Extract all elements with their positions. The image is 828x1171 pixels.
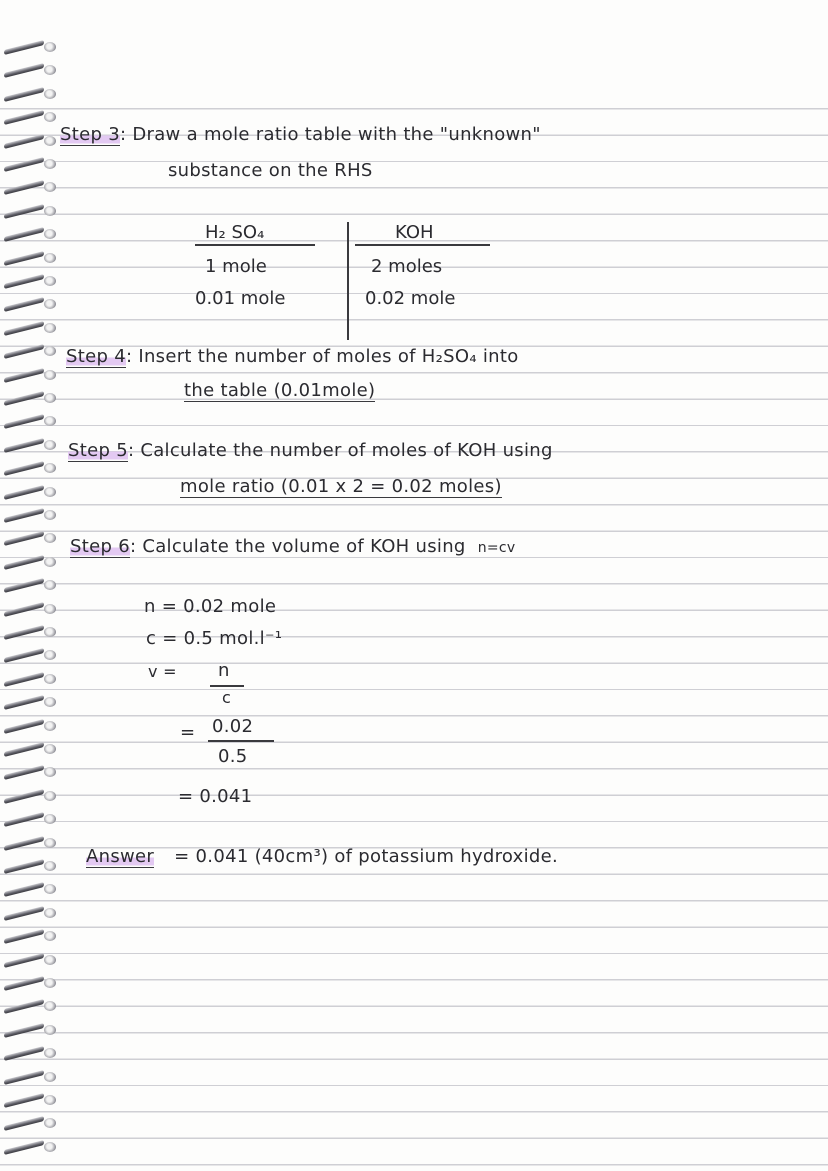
spiral-coil [4, 1093, 58, 1107]
calc-v-den: c [222, 688, 232, 707]
spiral-coil [4, 672, 58, 686]
spiral-coil [4, 625, 58, 639]
spiral-coil [4, 906, 58, 920]
spiral-coil [4, 742, 58, 756]
spiral-coil [4, 531, 58, 545]
spiral-coil [4, 391, 58, 405]
calc-result: = 0.041 [178, 786, 253, 807]
spiral-coil [4, 929, 58, 943]
spiral-coil [4, 836, 58, 850]
spiral-coil [4, 227, 58, 241]
spiral-coil [4, 414, 58, 428]
step4-label: Step 4 [66, 346, 126, 367]
step5-line2: mole ratio (0.01 x 2 = 0.02 moles) [180, 476, 502, 497]
step5-line1 [68, 440, 553, 461]
calc-v-num: n [218, 660, 230, 681]
spiral-coil [4, 344, 58, 358]
spiral-coil [4, 438, 58, 452]
step5-label: Step 5 [68, 440, 128, 461]
spiral-coil [4, 789, 58, 803]
fraction-bar-1 [210, 685, 244, 687]
table-cell: 2 moles [371, 256, 443, 277]
spiral-coil [4, 1140, 58, 1154]
calc-eq: = [180, 722, 196, 743]
step6-text: : Calculate the volume of KOH using [129, 536, 466, 557]
step6-line1 [70, 536, 515, 557]
spiral-coil [4, 297, 58, 311]
spiral-coil [4, 485, 58, 499]
spiral-coil [4, 719, 58, 733]
spiral-coil [4, 1116, 58, 1130]
top-margin [0, 0, 828, 84]
spiral-coil [4, 882, 58, 896]
step4-line2: the table (0.01mole) [184, 380, 376, 401]
spiral-coil [4, 134, 58, 148]
table-cell: 0.01 mole [195, 288, 286, 309]
calc-num2: 0.02 [212, 716, 254, 737]
step3-text: : Draw a mole ratio table with the "unknown" [119, 124, 541, 145]
spiral-coil [4, 461, 58, 475]
step6-label: Step 6 [70, 536, 130, 557]
spiral-coil [4, 180, 58, 194]
calc-den2: 0.5 [218, 746, 248, 767]
step3-line1 [60, 124, 541, 145]
spiral-coil [4, 508, 58, 522]
spiral-coil [4, 274, 58, 288]
table-header-rule-right [355, 244, 490, 246]
table-header-h2so4: H₂ SO₄ [205, 222, 265, 243]
spiral-coil [4, 578, 58, 592]
step5-text: : Calculate the number of moles of KOH using [127, 440, 553, 461]
table-cell: 0.02 mole [365, 288, 456, 309]
calc-c: c = 0.5 mol.l⁻¹ [146, 628, 283, 649]
step6-formula: n=cv [477, 540, 516, 556]
spiral-coil [4, 1046, 58, 1060]
spiral-coil [4, 859, 58, 873]
mole-ratio-table [195, 222, 495, 342]
table-divider [347, 222, 349, 340]
spiral-coil [4, 812, 58, 826]
fraction-bar-2 [208, 740, 274, 742]
calc-n: n = 0.02 mole [144, 596, 277, 617]
step3-label: Step 3 [60, 124, 120, 145]
spiral-coil [4, 1023, 58, 1037]
spiral-coil [4, 40, 58, 54]
spiral-coil [4, 157, 58, 171]
spiral-binding [0, 0, 70, 1171]
step4-line1 [66, 346, 519, 367]
spiral-coil [4, 999, 58, 1013]
answer-line [86, 846, 558, 867]
spiral-coil [4, 251, 58, 265]
spiral-coil [4, 953, 58, 967]
spiral-coil [4, 765, 58, 779]
spiral-coil [4, 368, 58, 382]
spiral-coil [4, 555, 58, 569]
spiral-coil [4, 976, 58, 990]
spiral-coil [4, 695, 58, 709]
calc-v: v = [148, 662, 177, 681]
spiral-coil [4, 648, 58, 662]
answer-text: = 0.041 (40cm³) of potassium hydroxide. [174, 846, 559, 867]
spiral-coil [4, 321, 58, 335]
step3-line2: substance on the RHS [168, 160, 373, 181]
spiral-coil [4, 63, 58, 77]
spiral-coil [4, 602, 58, 616]
table-header-koh: KOH [395, 222, 434, 243]
spiral-coil [4, 110, 58, 124]
spiral-coil [4, 1070, 58, 1084]
step4-text: : Insert the number of moles of H₂SO₄ into [125, 346, 519, 367]
spiral-coil [4, 87, 58, 101]
table-cell: 1 mole [205, 256, 267, 277]
spiral-coil [4, 204, 58, 218]
answer-label: Answer [86, 846, 155, 867]
table-header-rule-left [195, 244, 315, 246]
